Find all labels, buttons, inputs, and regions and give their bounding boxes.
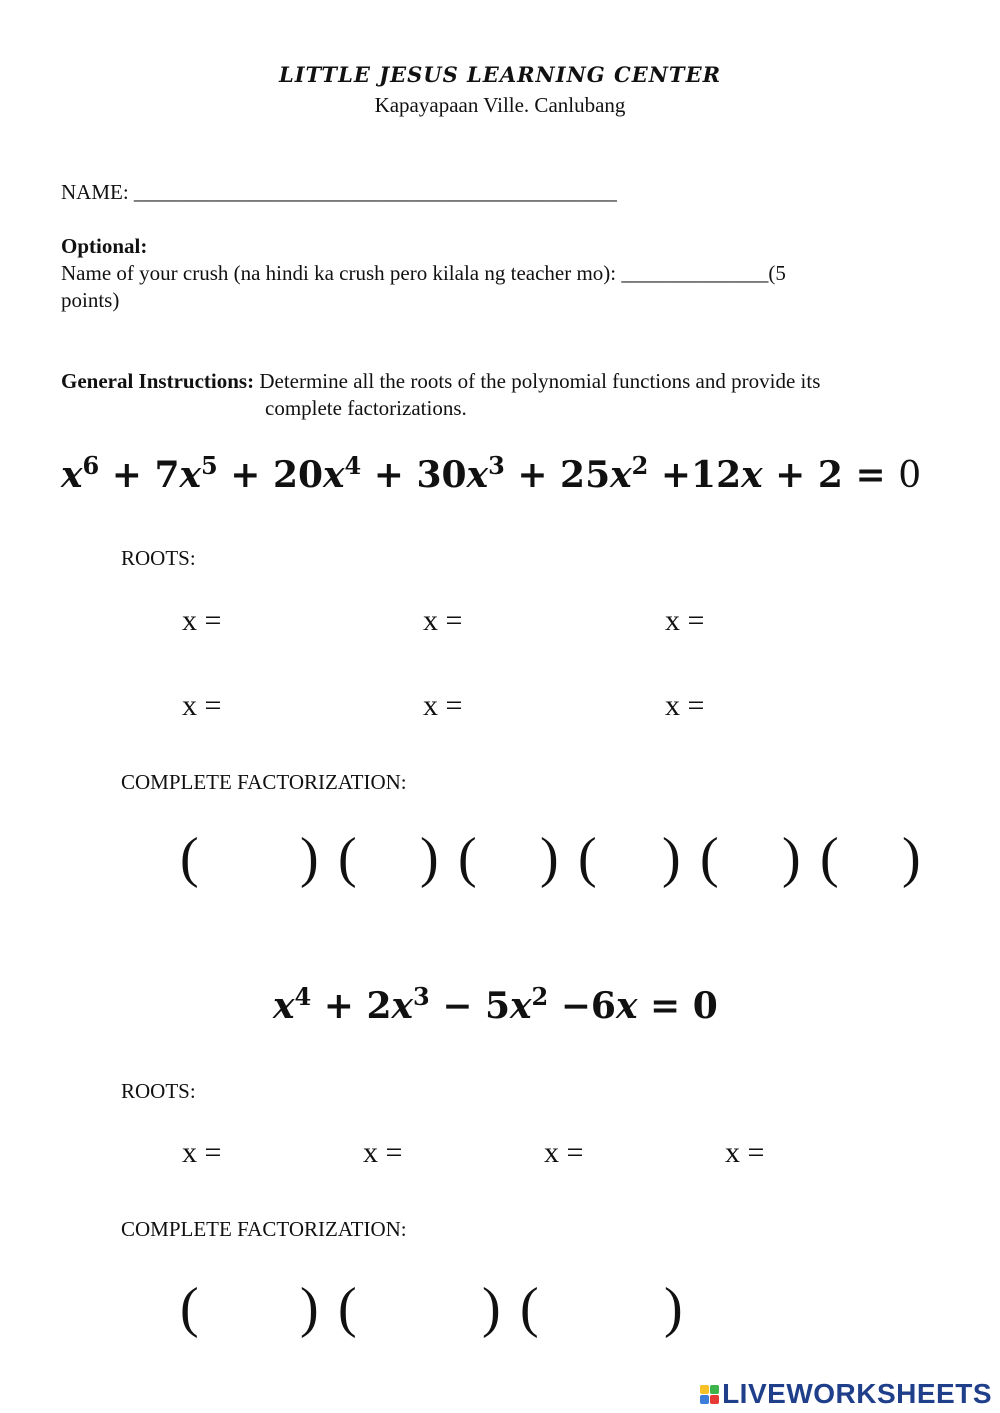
- name-blank[interactable]: ______________________________________________: [133, 180, 617, 204]
- problem1-roots-label: ROOTS:: [121, 546, 196, 570]
- logo-square-3: [700, 1395, 709, 1404]
- liveworksheets-logo-icon: [700, 1385, 719, 1404]
- name-label: NAME:: [61, 180, 129, 204]
- school-address: Kapayapaan Ville. Canlubang: [374, 93, 626, 117]
- problem2-root-1[interactable]: x =: [182, 1136, 222, 1169]
- instructions: [61, 369, 820, 394]
- problem1-root-3[interactable]: x =: [665, 604, 705, 637]
- instructions-label: General Instructions:: [61, 369, 255, 393]
- instructions-text-1: Determine all the roots of the polynomial functions and provide its: [259, 369, 821, 393]
- problem2-root-3[interactable]: x =: [544, 1136, 584, 1169]
- problem1-equation: $x^6 + 7x^5 + 20x^4 + 30x^3 + 25x^2 +12x + 2 = 0$: [61, 451, 922, 496]
- problem2-factorization-label: COMPLETE FACTORIZATION:: [121, 1217, 407, 1241]
- problem1-factor-4-open: (: [578, 827, 597, 889]
- problem2-factor-1-open: (: [180, 1277, 199, 1339]
- problem1-root-2[interactable]: x =: [423, 604, 463, 637]
- problem1-factor-5-close: ): [782, 827, 801, 889]
- logo-square-1: [700, 1385, 709, 1394]
- problem1-factor-3-open: (: [458, 827, 477, 889]
- optional-heading: Optional:: [61, 234, 148, 258]
- problem1-factor-1-close: ): [300, 827, 319, 889]
- logo-square-4: [710, 1395, 719, 1404]
- problem1-root-5[interactable]: x =: [423, 689, 463, 722]
- optional-line-2: points): [61, 288, 120, 312]
- problem1-factorization-label: COMPLETE FACTORIZATION:: [121, 770, 407, 794]
- name-field: [61, 180, 617, 205]
- problem2-roots-label: ROOTS:: [121, 1079, 196, 1103]
- school-name: LITTLE JESUS LEARNING CENTER: [278, 62, 722, 87]
- problem1-factor-5-open: (: [700, 827, 719, 889]
- problem2-factor-2-open: (: [338, 1277, 357, 1339]
- problem1-root-4[interactable]: x =: [182, 689, 222, 722]
- problem1-factor-1-open: (: [180, 827, 199, 889]
- problem1-factor-6-close: ): [902, 827, 921, 889]
- liveworksheets-brand: LIVEWORKSHEETS: [722, 1378, 992, 1409]
- problem2-root-2[interactable]: x =: [363, 1136, 403, 1169]
- problem1-factor-4-close: ): [662, 827, 681, 889]
- logo-square-2: [710, 1385, 719, 1394]
- liveworksheets-logo: [700, 1378, 992, 1410]
- problem1-factor-6-open: (: [820, 827, 839, 889]
- problem1-factor-2-close: ): [420, 827, 439, 889]
- problem2-factor-2-close: ): [482, 1277, 501, 1339]
- problem2-factor-1-close: ): [300, 1277, 319, 1339]
- problem1-factor-3-close: ): [540, 827, 559, 889]
- problem1-factor-2-open: (: [338, 827, 357, 889]
- problem2-factor-3-open: (: [520, 1277, 539, 1339]
- problem2-factor-3-close: ): [664, 1277, 683, 1339]
- optional-line-1: Name of your crush (na hindi ka crush pero kilala ng teacher mo): ______________(5: [61, 261, 786, 285]
- problem2-root-4[interactable]: x =: [725, 1136, 765, 1169]
- problem2-equation: $x^4 + 2x^3 - 5x^2 -6x = 0$: [273, 982, 718, 1027]
- problem1-root-1[interactable]: x =: [182, 604, 222, 637]
- problem1-root-6[interactable]: x =: [665, 689, 705, 722]
- instructions-text-2: complete factorizations.: [265, 396, 467, 420]
